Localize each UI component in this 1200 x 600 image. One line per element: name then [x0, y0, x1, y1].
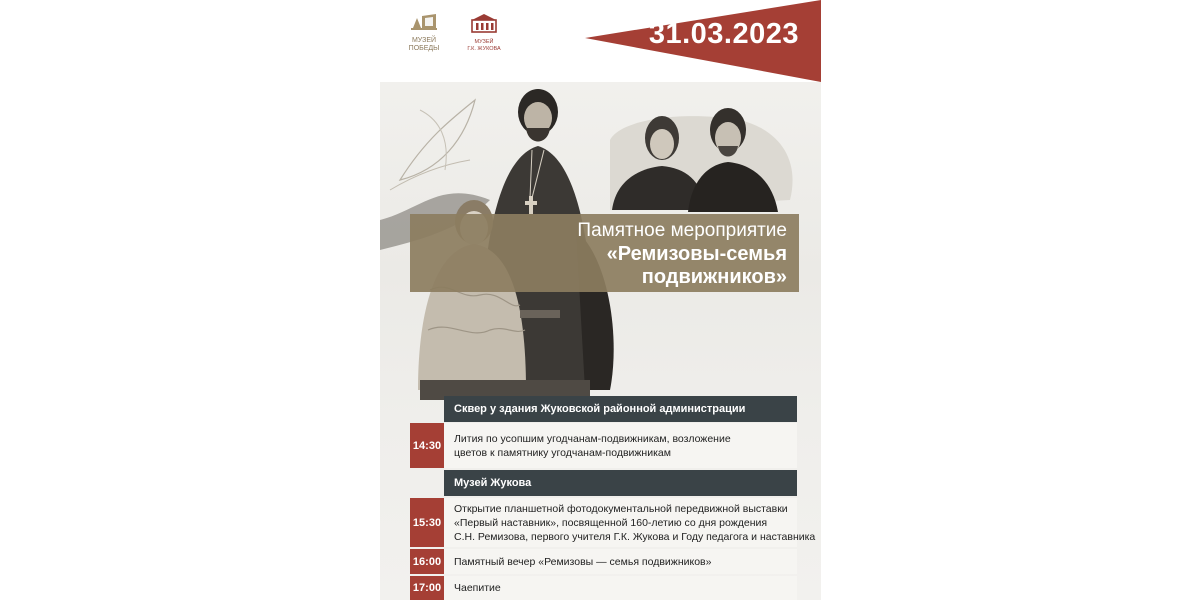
event-date: 31.03.2023: [648, 18, 799, 50]
event-description: [444, 549, 797, 574]
event-title-line1: Памятное мероприятие: [577, 220, 787, 241]
event-description-line: «Первый наставник», посвященной 160-летию со дня рождения: [454, 516, 768, 529]
museum-building-icon: [468, 12, 500, 34]
event-title-box: [410, 214, 799, 292]
event-description: [444, 576, 797, 600]
museum-monument-icon: [409, 12, 439, 32]
event-title-line2: «Ремизовы-семья: [606, 243, 787, 265]
event-time: 15:30: [410, 498, 444, 547]
venue-heading-museum: Музей Жукова: [444, 470, 797, 496]
event-description: [444, 423, 797, 468]
museum-pobedy-logo: [406, 12, 442, 53]
event-description-line: цветов к памятнику угодчанам-подвижникам: [454, 446, 671, 459]
logo-right-line2: Г.К. ЖУКОВА: [467, 45, 501, 52]
event-time: 17:00: [410, 576, 444, 600]
event-poster: [380, 0, 821, 600]
event-description: [444, 498, 816, 547]
event-time: 16:00: [410, 549, 444, 574]
event-time: 14:30: [410, 423, 444, 468]
event-description-line: Лития по усопшим угодчанам-подвижникам, возложение: [454, 432, 731, 445]
event-description-line: Памятный вечер «Ремизовы — семья подвижников»: [454, 555, 712, 568]
event-description-line: Чаепитие: [454, 582, 501, 594]
logo-left-line2: ПОБЕДЫ: [408, 45, 440, 52]
event-description-line: С.Н. Ремизова, первого учителя Г.К. Жукова и Году педагога и наставника: [454, 530, 816, 543]
logo-right-line1: МУЗЕЙ: [474, 39, 494, 45]
museum-zhukov-logo: [464, 12, 504, 52]
venue-heading-square: Сквер у здания Жуковской районной администрации: [444, 396, 797, 422]
event-description-line: Открытие планшетной фотодокументальной передвижной выставки: [454, 502, 788, 515]
event-title-line3: подвижников»: [641, 266, 787, 288]
logo-left-line1: МУЗЕЙ: [411, 37, 437, 44]
